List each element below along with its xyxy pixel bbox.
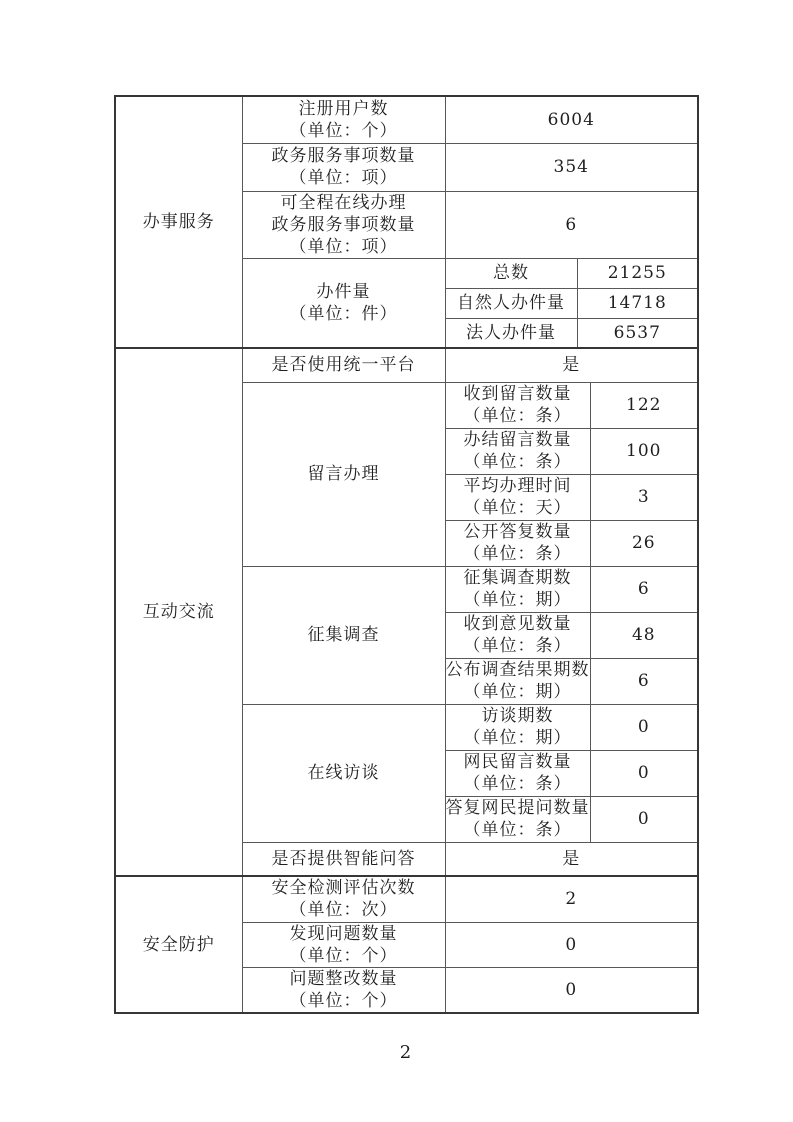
- label-line: 征集调查期数: [463, 568, 572, 588]
- unit-line: （单位：项）: [289, 236, 398, 257]
- value-cell-results-published: 6: [590, 658, 698, 704]
- value-cell-netizen-replies: 0: [590, 796, 698, 842]
- value-cell-natural-person: 14718: [577, 288, 698, 318]
- label-line: 发现问题数量: [289, 923, 398, 944]
- label-cell-handled-volume: [242, 258, 445, 348]
- sublabel-cell-messages-received: [445, 382, 590, 428]
- value-cell-service-items: 354: [445, 143, 698, 191]
- sublabel-cell-legal-person: 法人办件量: [445, 318, 577, 348]
- unit-line: （单位：条）: [463, 452, 572, 472]
- unit-line: （单位：条）: [463, 636, 572, 656]
- table-row: [115, 348, 698, 382]
- value-cell-online-service-items: 6: [445, 191, 698, 258]
- value-cell-total: 21255: [577, 258, 698, 288]
- value-cell-registered-users: 6004: [445, 96, 698, 143]
- label-cell-message-handling: 留言办理: [242, 382, 445, 566]
- label-line: 收到留言数量: [463, 384, 572, 404]
- label-line: 公布调查结果期数: [445, 660, 590, 680]
- value-cell-opinions-received: 48: [590, 612, 698, 658]
- unit-line: （单位：次）: [289, 900, 398, 921]
- value-cell-problems-rectified: 0: [445, 967, 698, 1013]
- sublabel-cell-netizen-replies: [445, 796, 590, 842]
- label-line: 平均办理时间: [463, 476, 572, 496]
- label-cell-service-items: [242, 143, 445, 191]
- value-cell-smart-qa: 是: [445, 842, 698, 876]
- sublabel-cell-netizen-messages: [445, 750, 590, 796]
- label-line: 可全程在线办理: [280, 192, 407, 213]
- statistics-table: [114, 95, 699, 1014]
- sublabel-cell-messages-completed: [445, 428, 590, 474]
- sublabel-cell-survey-periods: [445, 566, 590, 612]
- label-cell-surveys: 征集调查: [242, 566, 445, 704]
- sublabel-cell-opinions-received: [445, 612, 590, 658]
- label-cell-problems-rectified: [242, 967, 445, 1013]
- value-cell-average-time: 3: [590, 474, 698, 520]
- label-line: 访谈期数: [481, 706, 554, 726]
- value-cell-legal-person: 6537: [577, 318, 698, 348]
- value-cell-interview-periods: 0: [590, 704, 698, 750]
- unit-line: （单位：项）: [289, 168, 398, 188]
- label-cell-problems-found: [242, 922, 445, 967]
- category-cell-security: 安全防护: [115, 876, 242, 1013]
- label-line: 网民留言数量: [463, 752, 572, 772]
- label-line: 答复网民提问数量: [445, 798, 590, 818]
- category-cell-service: 办事服务: [115, 96, 242, 348]
- unit-line: （单位：个）: [289, 120, 398, 141]
- value-cell-public-replies: 26: [590, 520, 698, 566]
- label-cell-interviews: 在线访谈: [242, 704, 445, 842]
- value-cell-messages-received: 122: [590, 382, 698, 428]
- unit-line: （单位：件）: [289, 303, 398, 324]
- sublabel-cell-results-published: [445, 658, 590, 704]
- sublabel-cell-average-time: [445, 474, 590, 520]
- unit-line: （单位：期）: [463, 590, 572, 610]
- sublabel-cell-public-replies: [445, 520, 590, 566]
- value-cell-survey-periods: 6: [590, 566, 698, 612]
- value-cell-netizen-messages: 0: [590, 750, 698, 796]
- label-line: 收到意见数量: [463, 614, 572, 634]
- label-line: 安全检测评估次数: [271, 878, 416, 899]
- label-cell-online-service-items: [242, 191, 445, 258]
- value-cell-problems-found: 0: [445, 922, 698, 967]
- label-line: 政务服务事项数量: [271, 214, 416, 235]
- label-cell-unified-platform: 是否使用统一平台: [242, 348, 445, 382]
- sublabel-cell-interview-periods: [445, 704, 590, 750]
- unit-line: （单位：条）: [463, 820, 572, 840]
- unit-line: （单位：条）: [463, 406, 572, 426]
- unit-line: （单位：条）: [463, 774, 572, 794]
- label-cell-security-assessments: [242, 876, 445, 922]
- value-cell-security-assessments: 2: [445, 876, 698, 922]
- sublabel-cell-natural-person: 自然人办件量: [445, 288, 577, 318]
- page-number: 2: [399, 1042, 412, 1063]
- label-line: 政务服务事项数量: [271, 146, 416, 166]
- table-row: [115, 876, 698, 922]
- label-cell-smart-qa: 是否提供智能问答: [242, 842, 445, 876]
- label-line: 公开答复数量: [463, 522, 572, 542]
- unit-line: （单位：个）: [289, 990, 398, 1011]
- value-cell-unified-platform: 是: [445, 348, 698, 382]
- label-line: 注册用户数: [298, 98, 389, 119]
- sublabel-cell-total: 总数: [445, 258, 577, 288]
- label-line: 问题整改数量: [289, 968, 398, 989]
- unit-line: （单位：个）: [289, 945, 398, 966]
- unit-line: （单位：天）: [463, 498, 572, 518]
- label-line: 办结留言数量: [463, 430, 572, 450]
- value-cell-messages-completed: 100: [590, 428, 698, 474]
- category-cell-interaction: 互动交流: [115, 348, 242, 876]
- unit-line: （单位：期）: [463, 728, 572, 748]
- unit-line: （单位：期）: [463, 682, 572, 702]
- label-line: 办件量: [316, 281, 371, 302]
- unit-line: （单位：条）: [463, 544, 572, 564]
- label-cell-registered-users: [242, 96, 445, 143]
- table-row: [115, 96, 698, 143]
